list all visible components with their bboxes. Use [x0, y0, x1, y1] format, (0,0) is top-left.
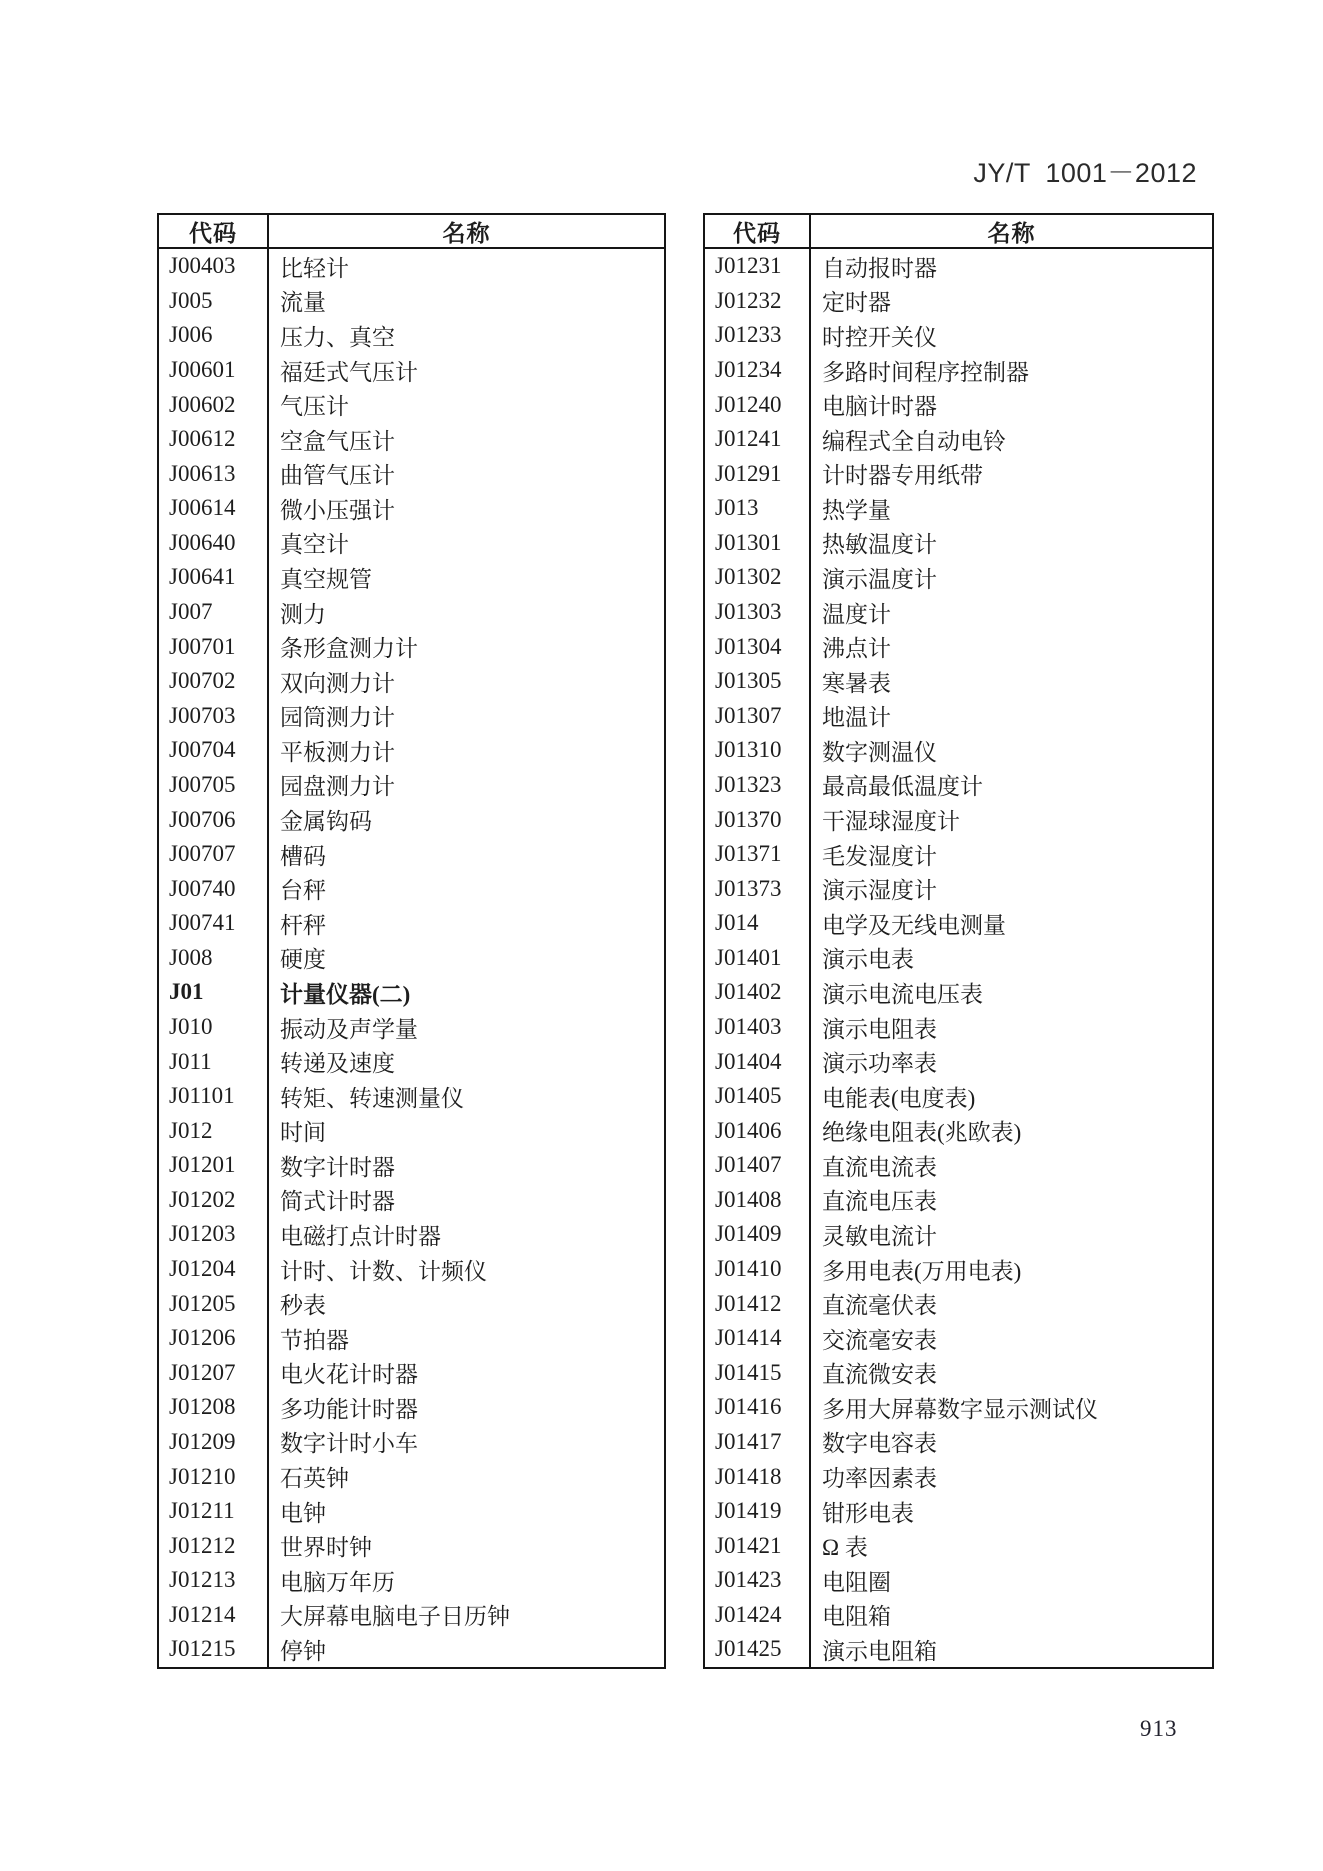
code-cell: J01240 — [705, 387, 811, 422]
code-cell: J00704 — [159, 733, 269, 768]
code-cell: J01404 — [705, 1044, 811, 1079]
name-cell: 演示电流电压表 — [822, 981, 983, 1007]
name-cell: 压力、真空 — [280, 324, 395, 350]
name-cell: 演示温度计 — [822, 566, 937, 592]
table-row — [705, 1494, 1212, 1529]
name-cell: 最高最低温度计 — [822, 774, 983, 800]
table-row — [159, 1286, 664, 1321]
table-row — [159, 1010, 664, 1045]
table-row — [705, 1321, 1212, 1356]
table-row — [159, 1321, 664, 1356]
code-cell: J00612 — [159, 422, 269, 457]
code-cell: J01417 — [705, 1425, 811, 1460]
name-cell: 福廷式气压计 — [280, 359, 418, 385]
table-row — [159, 871, 664, 906]
table-row — [705, 284, 1212, 319]
table-row — [705, 1252, 1212, 1287]
table-row — [705, 1183, 1212, 1218]
code-cell: J01419 — [705, 1494, 811, 1529]
name-cell: 寒暑表 — [822, 670, 891, 696]
table-row — [705, 1079, 1212, 1114]
name-cell: 钳形电表 — [822, 1500, 914, 1526]
name-cell: 直流电流表 — [822, 1154, 937, 1180]
code-cell: J01101 — [159, 1079, 269, 1114]
code-cell: J01201 — [159, 1148, 269, 1183]
name-cell: 数字计时器 — [280, 1154, 395, 1180]
code-cell: J01407 — [705, 1148, 811, 1183]
code-cell: J01373 — [705, 871, 811, 906]
name-cell: 真空计 — [280, 532, 349, 558]
code-cell: J00740 — [159, 871, 269, 906]
table-row — [159, 1563, 664, 1598]
code-cell: J01241 — [705, 422, 811, 457]
code-cell: J00602 — [159, 387, 269, 422]
name-cell: 自动报时器 — [822, 255, 937, 281]
table-row — [159, 491, 664, 526]
table-row — [705, 526, 1212, 561]
table-row — [705, 941, 1212, 976]
name-cell: 功率因素表 — [822, 1466, 937, 1492]
name-cell: 沸点计 — [822, 636, 891, 662]
code-cell: J01206 — [159, 1321, 269, 1356]
code-cell: J00706 — [159, 802, 269, 837]
code-cell: J01423 — [705, 1563, 811, 1598]
code-cell: J01204 — [159, 1252, 269, 1287]
code-cell: J01409 — [705, 1217, 811, 1252]
code-cell: J01209 — [159, 1425, 269, 1460]
name-cell: 秒表 — [280, 1293, 326, 1319]
name-cell: 微小压强计 — [280, 497, 395, 523]
name-cell: 干湿球湿度计 — [822, 809, 960, 835]
code-cell: J01323 — [705, 768, 811, 803]
name-cell: 数字计时小车 — [280, 1431, 418, 1457]
name-cell: 灵敏电流计 — [822, 1223, 937, 1249]
code-cell: J01302 — [705, 560, 811, 595]
table-row — [705, 1598, 1212, 1633]
code-cell: J00601 — [159, 353, 269, 388]
name-cell: 演示电阻箱 — [822, 1638, 937, 1664]
table-row — [705, 664, 1212, 699]
table-row — [159, 699, 664, 734]
name-cell: 转递及速度 — [280, 1051, 395, 1077]
table-row — [159, 1494, 664, 1529]
table-row — [159, 456, 664, 491]
table-row — [705, 318, 1212, 353]
code-cell: J01305 — [705, 664, 811, 699]
code-cell: J01307 — [705, 699, 811, 734]
table-row — [159, 1632, 664, 1667]
table-row — [705, 1425, 1212, 1460]
code-cell: J01402 — [705, 975, 811, 1010]
name-cell: 园盘测力计 — [280, 774, 395, 800]
code-cell: J01205 — [159, 1286, 269, 1321]
table-row — [159, 1217, 664, 1252]
table-row — [705, 871, 1212, 906]
table-row — [159, 1390, 664, 1425]
code-cell: J01303 — [705, 595, 811, 630]
table-row — [705, 699, 1212, 734]
name-cell: 多功能计时器 — [280, 1396, 418, 1422]
table-row — [705, 1148, 1212, 1183]
name-cell: 园筒测力计 — [280, 705, 395, 731]
name-cell: 交流毫安表 — [822, 1327, 937, 1353]
name-cell: 多用电表(万用电表) — [822, 1258, 1022, 1284]
table-row — [705, 1390, 1212, 1425]
name-cell: 计量仪器(二) — [280, 981, 411, 1007]
table-row — [705, 802, 1212, 837]
name-cell: 双向测力计 — [280, 670, 395, 696]
table-row — [705, 1286, 1212, 1321]
name-cell: 电脑万年历 — [280, 1569, 395, 1595]
table-row — [159, 560, 664, 595]
code-cell: J01210 — [159, 1459, 269, 1494]
name-cell: 计时器专用纸带 — [822, 463, 983, 489]
code-cell: J011 — [159, 1044, 269, 1079]
name-cell: 多路时间程序控制器 — [822, 359, 1029, 385]
code-cell: J01291 — [705, 456, 811, 491]
code-cell: J005 — [159, 284, 269, 319]
code-cell: J01370 — [705, 802, 811, 837]
code-cell: J01418 — [705, 1459, 811, 1494]
code-cell: J01405 — [705, 1079, 811, 1114]
name-cell: 世界时钟 — [280, 1535, 372, 1561]
name-cell: 编程式全自动电铃 — [822, 428, 1006, 454]
table-row — [705, 560, 1212, 595]
table-row — [159, 664, 664, 699]
table-row — [159, 975, 664, 1010]
table-row — [705, 422, 1212, 457]
code-cell: J01371 — [705, 837, 811, 872]
name-cell: 电火花计时器 — [280, 1362, 418, 1388]
table-row — [705, 1356, 1212, 1391]
code-cell: J01 — [159, 975, 269, 1010]
code-cell: J01214 — [159, 1598, 269, 1633]
table-row — [159, 1252, 664, 1287]
table-row — [705, 906, 1212, 941]
column-header-name: 名称 — [987, 220, 1036, 246]
name-cell: 电阻圈 — [822, 1569, 891, 1595]
code-cell: J01406 — [705, 1113, 811, 1148]
code-cell: J01202 — [159, 1183, 269, 1218]
code-cell: J01416 — [705, 1390, 811, 1425]
name-cell: 流量 — [280, 290, 326, 316]
name-cell: 时控开关仪 — [822, 324, 937, 350]
code-cell: J00703 — [159, 699, 269, 734]
code-cell: J01212 — [159, 1528, 269, 1563]
table-row — [705, 387, 1212, 422]
name-cell: 直流电压表 — [822, 1189, 937, 1215]
code-cell: J01301 — [705, 526, 811, 561]
name-cell: 定时器 — [822, 290, 891, 316]
code-cell: J01233 — [705, 318, 811, 353]
code-cell: J01304 — [705, 629, 811, 664]
name-cell: 振动及声学量 — [280, 1016, 418, 1042]
table-row — [159, 595, 664, 630]
table-row — [159, 768, 664, 803]
code-cell: J01215 — [159, 1632, 269, 1667]
name-cell: 数字电容表 — [822, 1431, 937, 1457]
code-cell: J01232 — [705, 284, 811, 319]
code-cell: J01208 — [159, 1390, 269, 1425]
code-cell: J01213 — [159, 1563, 269, 1598]
name-cell: 简式计时器 — [280, 1189, 395, 1215]
name-cell: 绝缘电阻表(兆欧表) — [822, 1120, 1022, 1146]
code-cell: J00707 — [159, 837, 269, 872]
table-row — [705, 1528, 1212, 1563]
column-header-name: 名称 — [442, 220, 491, 246]
code-cell: J007 — [159, 595, 269, 630]
table-row — [705, 1113, 1212, 1148]
table-row — [705, 733, 1212, 768]
code-cell: J01310 — [705, 733, 811, 768]
table-row — [705, 1010, 1212, 1045]
name-cell: 金属钩码 — [280, 809, 372, 835]
code-cell: J00705 — [159, 768, 269, 803]
table-row — [159, 284, 664, 319]
name-cell: 多用大屏幕数字显示测试仪 — [822, 1396, 1098, 1422]
code-cell: J01401 — [705, 941, 811, 976]
table-row — [705, 1459, 1212, 1494]
code-cell: J01424 — [705, 1598, 811, 1633]
name-cell: 电钟 — [280, 1500, 326, 1526]
code-cell: J00614 — [159, 491, 269, 526]
table-row — [705, 1632, 1212, 1667]
table-row — [705, 491, 1212, 526]
code-cell: J006 — [159, 318, 269, 353]
name-cell: 演示电阻表 — [822, 1016, 937, 1042]
name-cell: 真空规管 — [280, 566, 372, 592]
name-cell: 平板测力计 — [280, 739, 395, 765]
table-row — [705, 353, 1212, 388]
table-row — [705, 837, 1212, 872]
code-cell: J012 — [159, 1113, 269, 1148]
code-table-left — [157, 213, 666, 1669]
table-row — [159, 733, 664, 768]
code-cell: J01403 — [705, 1010, 811, 1045]
name-cell: 电阻箱 — [822, 1604, 891, 1630]
table-body — [159, 249, 664, 1667]
table-row — [705, 456, 1212, 491]
name-cell: 演示湿度计 — [822, 878, 937, 904]
page-number: 913 — [1140, 1716, 1178, 1741]
name-cell: 计时、计数、计频仪 — [280, 1258, 487, 1284]
code-cell: J01415 — [705, 1356, 811, 1391]
table-row — [159, 802, 664, 837]
table-header-row — [705, 215, 1212, 249]
table-row — [159, 387, 664, 422]
table-row — [159, 249, 664, 284]
name-cell: 空盒气压计 — [280, 428, 395, 454]
table-row — [159, 1528, 664, 1563]
code-cell: J01231 — [705, 249, 811, 284]
table-row — [159, 526, 664, 561]
code-cell: J00702 — [159, 664, 269, 699]
table-row — [159, 1183, 664, 1218]
name-cell: 测力 — [280, 601, 326, 627]
code-cell: J01425 — [705, 1632, 811, 1667]
name-cell: 电磁打点计时器 — [280, 1223, 441, 1249]
table-row — [705, 975, 1212, 1010]
code-cell: J00403 — [159, 249, 269, 284]
table-row — [159, 837, 664, 872]
code-cell: J00741 — [159, 906, 269, 941]
name-cell: 电能表(电度表) — [822, 1085, 976, 1111]
table-row — [159, 422, 664, 457]
column-header-code: 代码 — [159, 215, 269, 247]
table-row — [159, 1113, 664, 1148]
code-cell: J014 — [705, 906, 811, 941]
name-cell: 硬度 — [280, 947, 326, 973]
table-row — [705, 629, 1212, 664]
table-row — [705, 595, 1212, 630]
code-cell: J01410 — [705, 1252, 811, 1287]
code-cell: J01211 — [159, 1494, 269, 1529]
name-cell: 数字测温仪 — [822, 739, 937, 765]
table-row — [159, 318, 664, 353]
name-cell: 地温计 — [822, 705, 891, 731]
name-cell: 电学及无线电测量 — [822, 912, 1006, 938]
table-row — [159, 1079, 664, 1114]
table-header-row — [159, 215, 664, 249]
name-cell: 演示电表 — [822, 947, 914, 973]
code-cell: J01412 — [705, 1286, 811, 1321]
code-table-right — [703, 213, 1214, 1669]
table-row — [705, 768, 1212, 803]
code-cell: J00640 — [159, 526, 269, 561]
table-row — [159, 906, 664, 941]
name-cell: 曲管气压计 — [280, 463, 395, 489]
name-cell: 槽码 — [280, 843, 326, 869]
name-cell: 停钟 — [280, 1638, 326, 1664]
standard-code-header: JY/T 1001－2012 — [973, 158, 1197, 188]
code-cell: J008 — [159, 941, 269, 976]
table-row — [159, 941, 664, 976]
name-cell: 直流毫伏表 — [822, 1293, 937, 1319]
code-cell: J00613 — [159, 456, 269, 491]
name-cell: 电脑计时器 — [822, 394, 937, 420]
name-cell: 演示功率表 — [822, 1051, 937, 1077]
code-cell: J00641 — [159, 560, 269, 595]
code-cell: J00701 — [159, 629, 269, 664]
name-cell: 气压计 — [280, 394, 349, 420]
code-cell: J013 — [705, 491, 811, 526]
table-row — [159, 629, 664, 664]
name-cell: 热学量 — [822, 497, 891, 523]
column-header-code: 代码 — [705, 215, 811, 247]
name-cell: 温度计 — [822, 601, 891, 627]
name-cell: 转矩、转速测量仪 — [280, 1085, 464, 1111]
code-cell: J01203 — [159, 1217, 269, 1252]
name-cell: 直流微安表 — [822, 1362, 937, 1388]
name-cell: 杆秤 — [280, 912, 326, 938]
code-cell: J01414 — [705, 1321, 811, 1356]
table-row — [705, 1217, 1212, 1252]
table-row — [705, 1044, 1212, 1079]
code-cell: J01421 — [705, 1528, 811, 1563]
code-cell: J01207 — [159, 1356, 269, 1391]
code-cell: J010 — [159, 1010, 269, 1045]
code-cell: J01234 — [705, 353, 811, 388]
name-cell: 比轻计 — [280, 255, 349, 281]
table-row — [159, 1425, 664, 1460]
table-body — [705, 249, 1212, 1667]
table-row — [159, 353, 664, 388]
table-row — [159, 1356, 664, 1391]
table-row — [159, 1598, 664, 1633]
name-cell: 时间 — [280, 1120, 326, 1146]
table-row — [705, 249, 1212, 284]
name-cell: 石英钟 — [280, 1466, 349, 1492]
name-cell: Ω 表 — [822, 1535, 868, 1561]
name-cell: 毛发湿度计 — [822, 843, 937, 869]
table-row — [159, 1044, 664, 1079]
name-cell: 大屏幕电脑电子日历钟 — [280, 1604, 510, 1630]
name-cell: 台秤 — [280, 878, 326, 904]
table-row — [159, 1459, 664, 1494]
name-cell: 条形盒测力计 — [280, 636, 418, 662]
table-row — [705, 1563, 1212, 1598]
code-cell: J01408 — [705, 1183, 811, 1218]
name-cell: 节拍器 — [280, 1327, 349, 1353]
name-cell: 热敏温度计 — [822, 532, 937, 558]
table-row — [159, 1148, 664, 1183]
